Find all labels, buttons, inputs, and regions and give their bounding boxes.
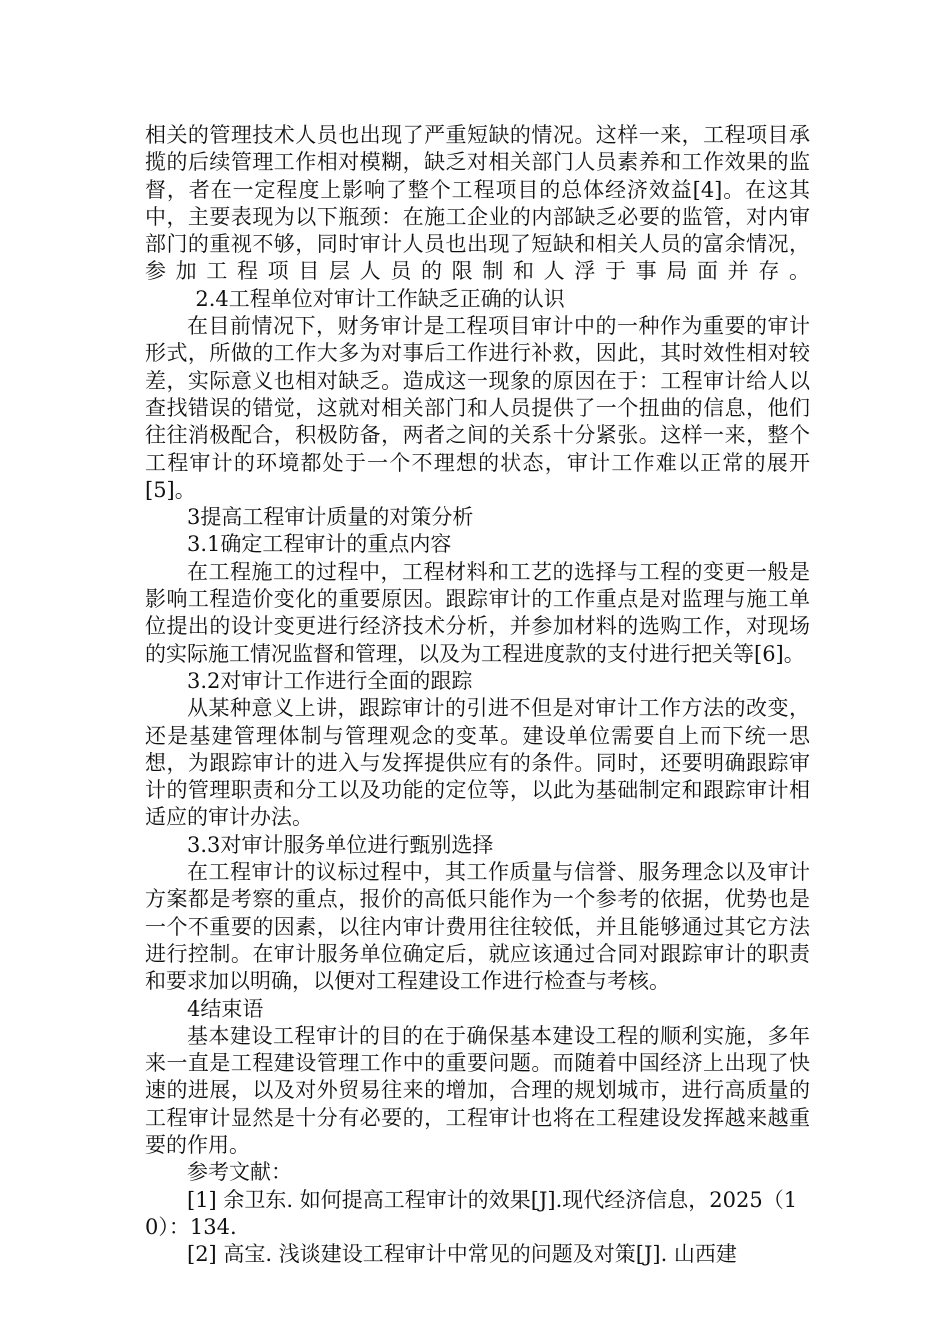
section-heading-3-2: 3.2对审计工作进行全面的跟踪 (187, 668, 473, 693)
section-heading-2-4: 2.4工程单位对审计工作缺乏正确的认识 (195, 286, 565, 311)
section-heading-3-3: 3.3对审计服务单位进行甄别选择 (187, 832, 494, 857)
section-4-paragraph: 基本建设工程审计的目的在于确保基本建设工程的顺利实施，多年来一直是工程建设管理工作中的重要问题。而随着中国经济上出现了快速的进展，以及对外贸易往来的增加，合理的规划城市，进行高质量的工程审计显然是十分有必要的，工程审计也将在工程建设发挥越来越重要的作用。 (145, 1023, 810, 1157)
section-heading-3-1: 3.1确定工程审计的重点内容 (187, 532, 452, 557)
reference-item-1: [1] 余卫东. 如何提高工程审计的效果[J].现代经济信息，2025（10）：134. (145, 1187, 798, 1239)
section-3-2-paragraph: 从某种意义上讲，跟踪审计的引进不但是对审计工作方法的改变，还是基建管理体制与管理观念的变革。建设单位需要自上而下统一思想，为跟踪审计的进入与发挥提供应有的条件。同时，还要明确跟踪审计的管理职责和分工以及功能的定位等，以此为基础制定和跟踪审计相适应的审计办法。 (145, 696, 810, 830)
section-heading-4: 4结束语 (187, 996, 264, 1021)
section-3-3-paragraph: 在工程审计的议标过程中，其工作质量与信誉、服务理念以及审计方案都是考察的重点，报价的高低只能作为一个参考的依据，优势也是一个不重要的因素，以往内审计费用往往较低，并且能够通过其它方法进行控制。在审计服务单位确定后，就应该通过合同对跟踪审计的职责和要求加以明确，以便对工程建设工作进行检查与考核。 (145, 860, 810, 994)
section-2-4-paragraph: 在目前情况下，财务审计是工程项目审计中的一种作为重要的审计形式，所做的工作大多为对事后工作进行补救，因此，其时效性相对较差，实际意义也相对缺乏。造成这一现象的原因在于：工程审计给人以查找错误的错觉，这就对相关部门和人员提供了一个扭曲的信息，他们往往消极配合，积极防备，两者之间的关系十分紧张。这样一来，整个工程审计的环境都处于一个不理想的状态，审计工作难以正常的展开[5]。 (145, 314, 810, 502)
reference-item-2: [2] 高宝. 浅谈建设工程审计中常见的问题及对策[J]. 山西建 (187, 1242, 737, 1267)
section-3-1-paragraph: 在工程施工的过程中，工程材料和工艺的选择与工程的变更一般是影响工程造价变化的重要原因。跟踪审计的工作重点是对监理与施工单位提出的设计变更进行经济技术分析，并参加材料的选购工作，对现场的实际施工情况监督和管理，以及为工程进度款的支付进行把关等[6]。 (145, 559, 810, 666)
document-body (145, 122, 810, 1268)
intro-paragraph (145, 122, 810, 313)
intro-paragraph-text: 相关的管理技术人员也出现了严重短缺的情况。这样一来，工程项目承揽的后续管理工作相对模糊，缺乏对相关部门人员素养和工作效果的监督，者在一定程度上影响了整个工程项目的总体经济效益[4]。在这其中，主要表现为以下瓶颈：在施工企业的内部缺乏必要的监管，对内审部门的重视不够，同时审计人员也出现了短缺和相关人员的富余情况，参加工程项目层人员的限制和人浮于事局面并存。 (145, 123, 810, 284)
references-heading: 参考文献： (187, 1160, 292, 1185)
section-heading-3: 3提高工程审计质量的对策分析 (187, 505, 474, 530)
